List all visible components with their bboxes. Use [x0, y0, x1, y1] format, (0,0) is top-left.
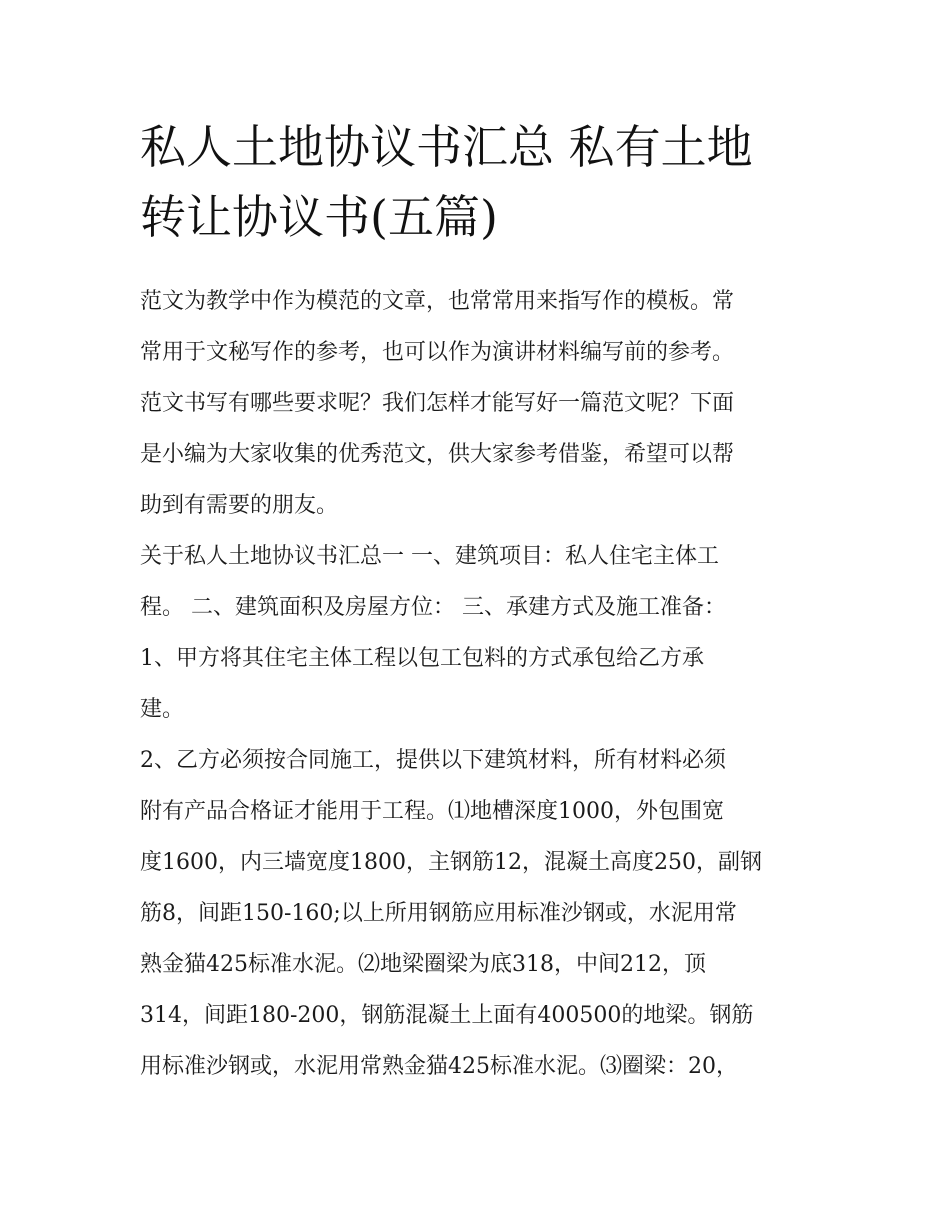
text-line: 助到有需要的朋友。	[140, 493, 339, 518]
text-line: 附有产品合格证才能用于工程。⑴地槽深度1000，外包围宽	[140, 799, 724, 824]
text-line: 范文为教学中作为模范的文章，也常常用来指写作的模板。常	[140, 289, 735, 314]
text-line: 1、甲方将其住宅主体工程以包工包料的方式承包给乙方承	[140, 646, 704, 671]
text-line: 程。 二、建筑面积及房屋方位： 三、承建方式及施工准备：	[140, 595, 726, 620]
paragraph-materials	[140, 735, 820, 1092]
title-line: 转让协议书(五篇)	[140, 190, 498, 244]
text-line: 筋8，间距150-160;以上所用钢筋应用标准沙钢或，水泥用常	[140, 901, 737, 926]
text-line: 常用于文秘写作的参考，也可以作为演讲材料编写前的参考。	[140, 340, 735, 365]
text-line: 2、乙方必须按合同施工，提供以下建筑材料，所有材料必须	[140, 748, 726, 773]
title-line: 私人土地协议书汇总 私有土地	[140, 120, 753, 174]
text-line: 用标准沙钢或，水泥用常熟金猫425标准水泥。⑶圈梁：20，	[140, 1054, 738, 1079]
text-line: 建。	[140, 697, 185, 722]
text-line: 关于私人土地协议书汇总一 一、建筑项目：私人住宅主体工	[140, 544, 719, 569]
text-line: 范文书写有哪些要求呢？我们怎样才能写好一篇范文呢？下面	[140, 391, 735, 416]
page-title	[140, 112, 840, 252]
text-line: 314，间距180-200，钢筋混凝土上面有400500的地梁。钢筋	[140, 1003, 754, 1028]
text-line: 熟金猫425标准水泥。⑵地梁圈梁为底318，中间212，顶	[140, 952, 706, 977]
paragraph-project	[140, 531, 820, 735]
text-line: 度1600，内三墙宽度1800，主钢筋12，混凝土高度250，副钢	[140, 850, 762, 875]
document-body	[140, 276, 820, 1092]
text-line: 是小编为大家收集的优秀范文，供大家参考借鉴，希望可以帮	[140, 442, 735, 467]
paragraph-intro	[140, 276, 820, 531]
